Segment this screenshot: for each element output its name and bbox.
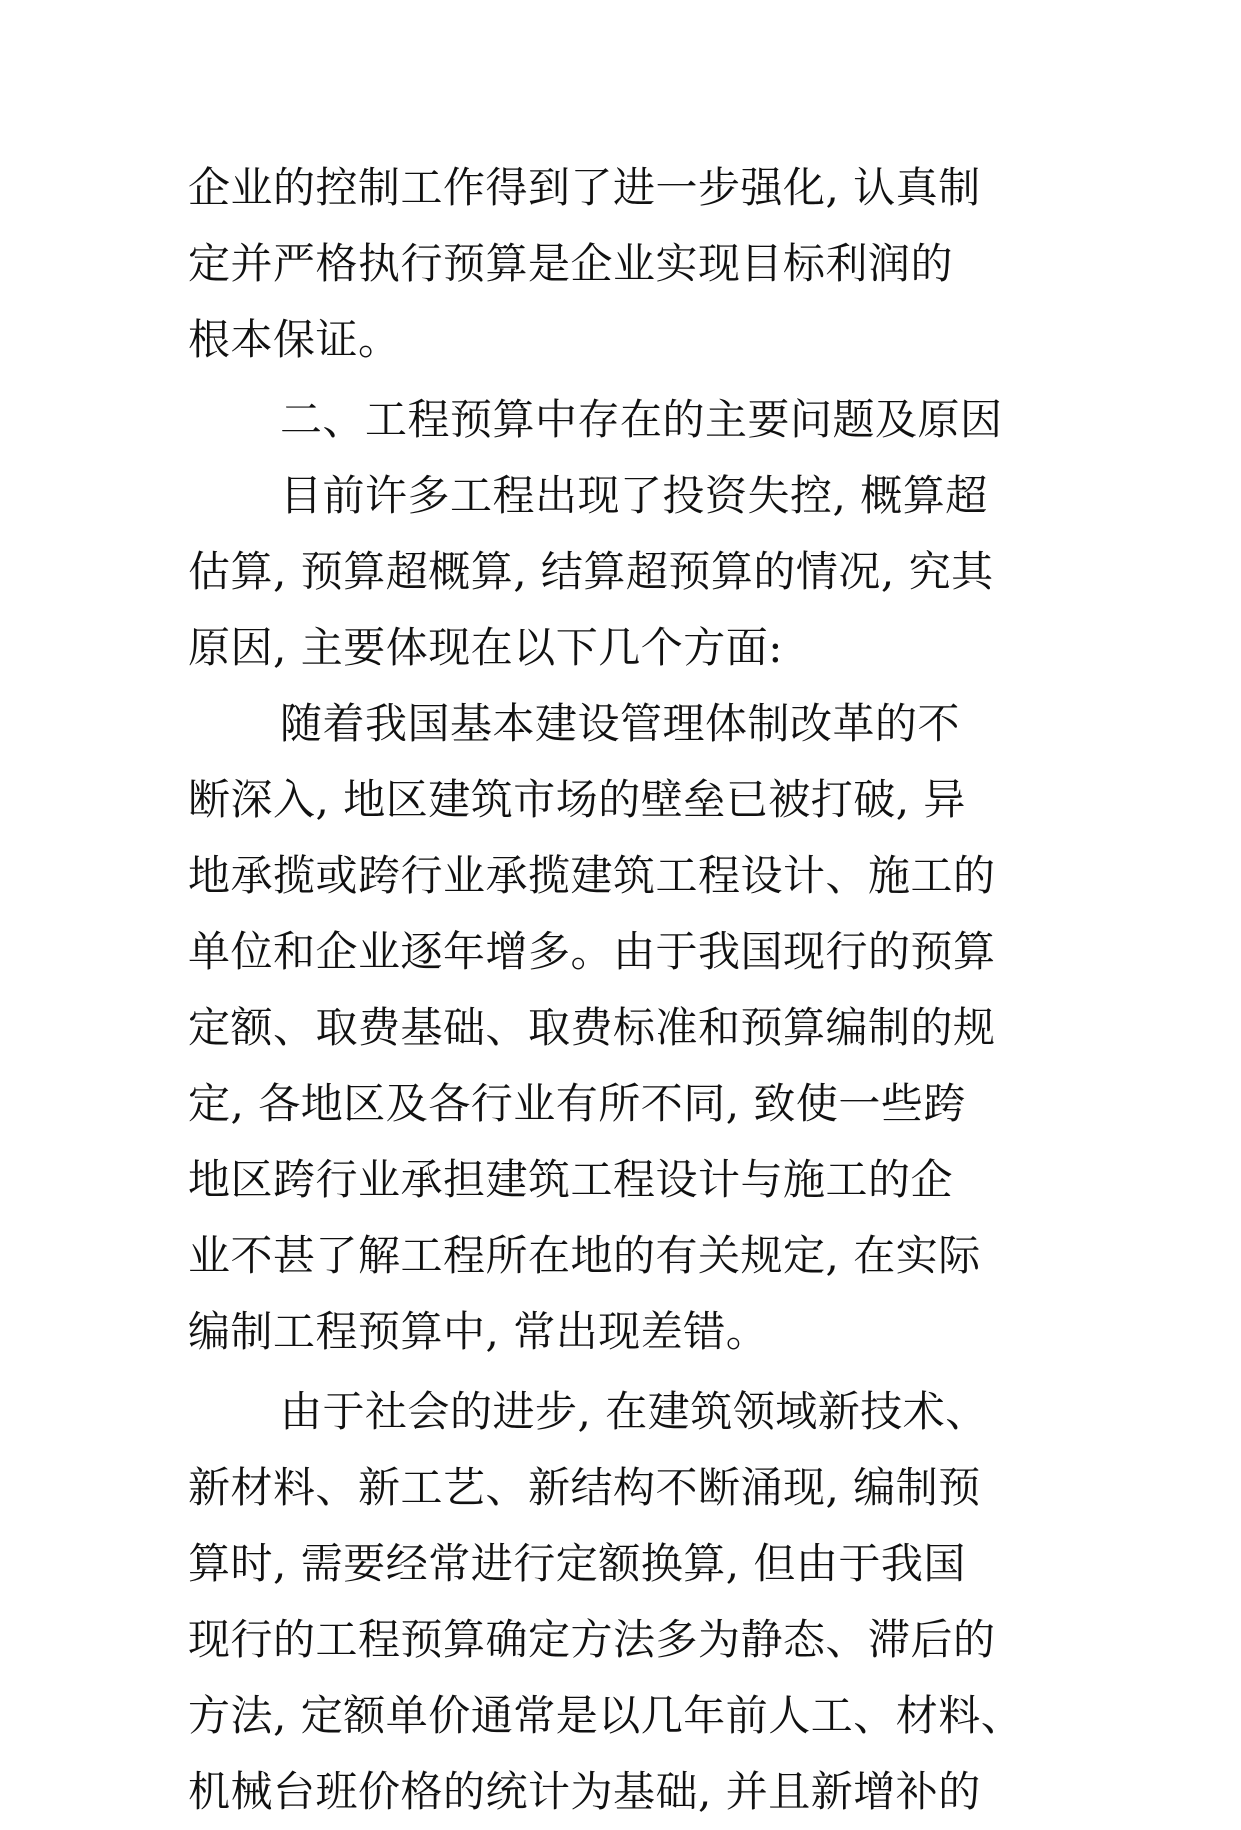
text-line: 根本保证。	[188, 315, 401, 364]
text-line: 定, 各地区及各行业有所不同, 致使一些跨	[188, 1079, 966, 1128]
text-line: 原因, 主要体现在以下几个方面:	[188, 623, 783, 672]
text-line: 新材料、新工艺、新结构不断涌现, 编制预	[188, 1463, 981, 1512]
text-line: 算时, 需要经常进行定额换算, 但由于我国	[188, 1539, 966, 1588]
text-line: 机械台班价格的统计为基础, 并且新增补的	[188, 1767, 981, 1816]
text-line: 目前许多工程出现了投资失控, 概算超	[280, 471, 988, 520]
text-line: 单位和企业逐年增多。由于我国现行的预算	[188, 927, 996, 976]
body-text	[188, 150, 1088, 1830]
text-line: 编制工程预算中, 常出现差错。	[188, 1307, 769, 1356]
text-line: 现行的工程预算确定方法多为静态、滞后的	[188, 1615, 996, 1664]
text-line: 地承揽或跨行业承揽建筑工程设计、施工的	[188, 851, 996, 900]
text-line: 估算, 预算超概算, 结算超预算的情况, 究其	[188, 547, 994, 596]
text-line: 定并严格执行预算是企业实现目标利润的	[188, 239, 954, 288]
text-line: 企业的控制工作得到了进一步强化, 认真制	[188, 163, 981, 212]
text-line: 断深入, 地区建筑市场的壁垒已被打破, 异	[188, 775, 966, 824]
text-line: 定额、取费基础、取费标准和预算编制的规	[188, 1003, 996, 1052]
section-heading: 二、工程预算中存在的主要问题及原因	[280, 395, 1003, 444]
text-line: 方法, 定额单价通常是以几年前人工、材料、	[188, 1691, 1024, 1740]
text-line: 业不甚了解工程所在地的有关规定, 在实际	[188, 1231, 981, 1280]
text-line: 地区跨行业承担建筑工程设计与施工的企	[188, 1155, 954, 1204]
text-line: 由于社会的进步, 在建筑领域新技术、	[280, 1387, 988, 1436]
text-line: 随着我国基本建设管理体制改革的不	[280, 699, 961, 748]
